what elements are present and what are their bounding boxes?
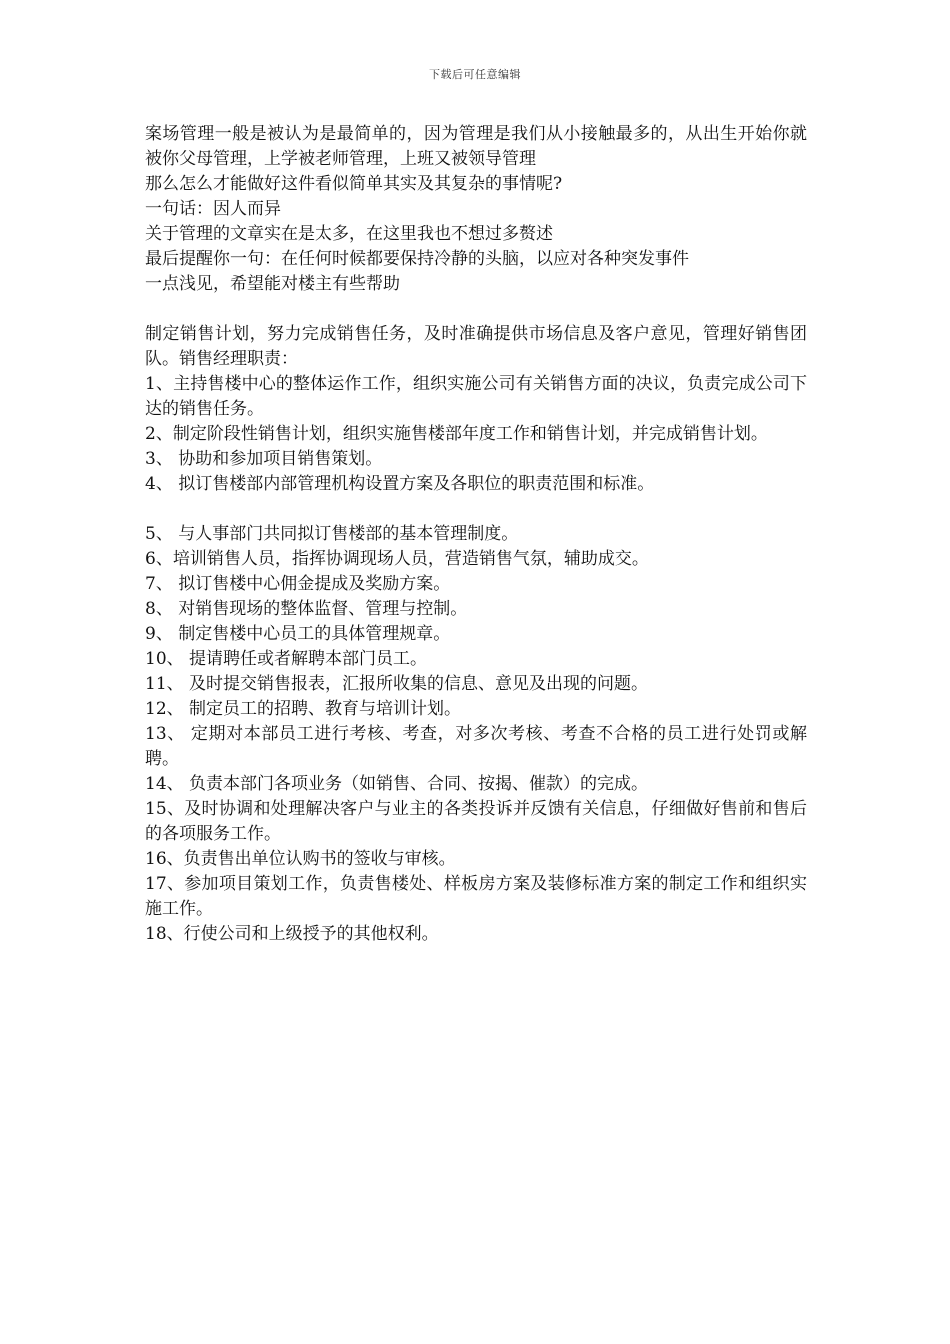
duty-item: 2、制定阶段性销售计划，组织实施售楼部年度工作和销售计划，并完成销售计划。 — [145, 424, 768, 444]
duty-item: 5、 与人事部门共同拟订售楼部的基本管理制度。 — [145, 524, 519, 544]
duty-item: 6、培训销售人员，指挥协调现场人员，营造销售气氛，辅助成交。 — [145, 549, 649, 569]
duty-item: 11、 及时提交销售报表，汇报所收集的信息、意见及出现的问题。 — [145, 674, 649, 694]
duty-item: 16、负责售出单位认购书的签收与审核。 — [145, 849, 456, 869]
duty-item: 13、 定期对本部员工进行考核、考查，对多次考核、考查不合格的员工进行处罚或解 聘。 — [145, 724, 807, 769]
intro-paragraph: 一点浅见，希望能对楼主有些帮助 — [145, 274, 400, 294]
duty-item: 12、 制定员工的招聘、教育与培训计划。 — [145, 699, 462, 719]
duty-item: 8、 对销售现场的整体监督、管理与控制。 — [145, 599, 468, 619]
duty-item: 15、及时协调和处理解决客户与业主的各类投诉并反馈有关信息，仔细做好售前和售后的各项服务工作。 — [145, 799, 807, 844]
intro-section — [145, 122, 807, 297]
duty-item: 1、主持售楼中心的整体运作工作，组织实施公司有关销售方面的决议，负责完成公司下达的销售任务。 — [145, 374, 807, 419]
document-body — [145, 122, 807, 947]
blank-line — [145, 497, 807, 522]
duty-item: 14、 负责本部门各项业务（如销售、合同、按揭、催款）的完成。 — [145, 774, 649, 794]
duty-item: 17、参加项目策划工作，负责售楼处、样板房方案及装修标准方案的制定工作和组织实施工作。 — [145, 874, 807, 919]
duties-section — [145, 322, 807, 497]
intro-paragraph: 那么怎么才能做好这件看似简单其实及其复杂的事情呢? — [145, 174, 563, 194]
duty-item: 3、 协助和参加项目销售策划。 — [145, 449, 383, 469]
duty-item: 4、 拟订售楼部内部管理机构设置方案及各职位的职责范围和标准。 — [145, 474, 655, 494]
duty-item: 18、行使公司和上级授予的其他权利。 — [145, 924, 439, 944]
page-header: 下载后可任意编辑 — [429, 68, 521, 81]
duty-item: 7、 拟订售楼中心佣金提成及奖励方案。 — [145, 574, 451, 594]
intro-paragraph: 案场管理一般是被认为是最简单的，因为管理是我们从小接触最多的，从出生开始你就被你父母管理，上学被老师管理，上班又被领导管理 — [145, 124, 807, 169]
intro-paragraph: 一句话：因人而异 — [145, 199, 281, 219]
blank-line — [145, 297, 807, 322]
intro-paragraph: 最后提醒你一句：在任何时候都要保持冷静的头脑，以应对各种突发事件 — [145, 249, 689, 269]
duty-item: 10、 提请聘任或者解聘本部门员工。 — [145, 649, 428, 669]
intro-paragraph: 关于管理的文章实在是太多，在这里我也不想过多赘述 — [145, 224, 553, 244]
duty-item: 9、 制定售楼中心员工的具体管理规章。 — [145, 624, 451, 644]
duties-continued-section — [145, 522, 807, 947]
duties-intro-paragraph: 制定销售计划，努力完成销售任务，及时准确提供市场信息及客户意见，管理好销售团队。销售经理职责： — [145, 324, 807, 369]
